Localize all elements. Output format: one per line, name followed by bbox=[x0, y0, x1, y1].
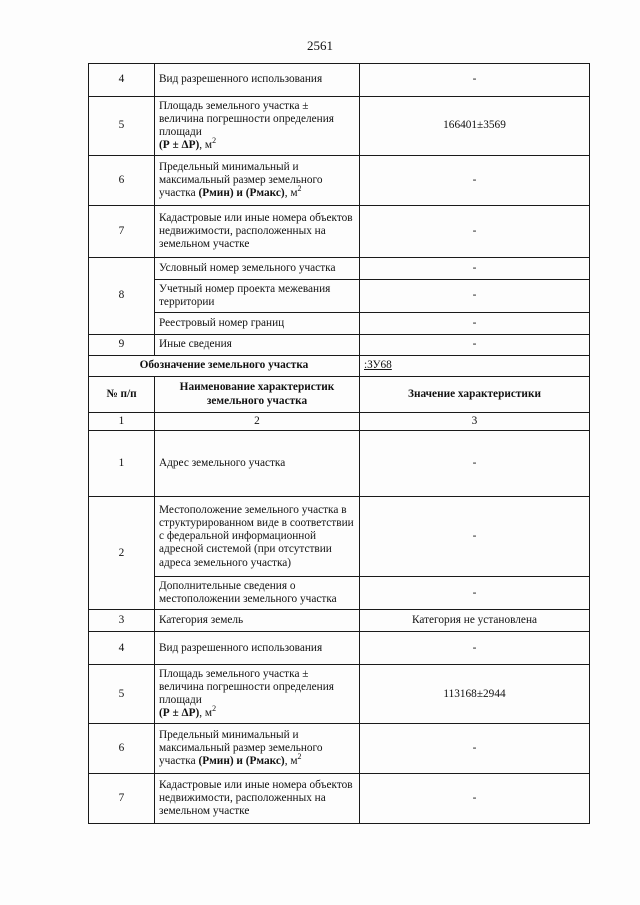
row-value: - bbox=[360, 156, 590, 206]
row-label: Кадастровые или иные номера объектов недвижимости, расположенных на земельном участке bbox=[155, 206, 360, 258]
land-plot-table bbox=[88, 63, 590, 824]
table-row bbox=[89, 258, 590, 280]
row-number: 5 bbox=[89, 665, 155, 724]
table-row bbox=[89, 64, 590, 97]
row-label bbox=[155, 97, 360, 156]
row-label: Кадастровые или иные номера объектов недвижимости, расположенных на земельном участке bbox=[155, 774, 360, 824]
row-label-sup: 2 bbox=[212, 704, 217, 714]
designation-label: Обозначение земельного участка bbox=[89, 356, 360, 377]
row-label bbox=[155, 665, 360, 724]
column-number: 1 bbox=[89, 413, 155, 431]
row-label-text: Предельный минимальный и максимальный размер земельного участка bbox=[159, 728, 323, 768]
row-number: 4 bbox=[89, 632, 155, 665]
header-col-value: Значение характеристики bbox=[360, 377, 590, 413]
row-value: - bbox=[360, 335, 590, 356]
table-row bbox=[89, 335, 590, 356]
table-row bbox=[89, 431, 590, 497]
row-value: Категория не установлена bbox=[360, 610, 590, 632]
row-number: 5 bbox=[89, 97, 155, 156]
row-label-unit: , м bbox=[284, 755, 298, 768]
row-label bbox=[155, 724, 360, 774]
row-label: Условный номер земельного участка bbox=[155, 258, 360, 280]
row-number: 6 bbox=[89, 724, 155, 774]
row-label: Вид разрешенного использования bbox=[155, 632, 360, 665]
row-label: Местоположение земельного участка в структурированном виде в соответствии с федеральной информационной адресной системой (при отсутствии адреса земельного участка) bbox=[155, 497, 360, 577]
table-row bbox=[89, 156, 590, 206]
row-label-text: Предельный минимальный и максимальный размер земельного участка bbox=[159, 160, 323, 200]
table-row bbox=[89, 724, 590, 774]
row-label-sup: 2 bbox=[297, 184, 302, 194]
row-label-unit: , м bbox=[199, 139, 213, 152]
row-value: - bbox=[360, 64, 590, 97]
table-row bbox=[89, 665, 590, 724]
table-row bbox=[89, 313, 590, 335]
table-row bbox=[89, 206, 590, 258]
row-value: - bbox=[360, 258, 590, 280]
row-label: Вид разрешенного использования bbox=[155, 64, 360, 97]
row-value: - bbox=[360, 577, 590, 610]
row-label-unit: , м bbox=[284, 187, 298, 200]
table-row bbox=[89, 497, 590, 577]
table-row bbox=[89, 97, 590, 156]
row-label-sup: 2 bbox=[297, 752, 302, 762]
row-label: Адрес земельного участка bbox=[155, 431, 360, 497]
page-number: 2561 bbox=[307, 38, 333, 53]
row-number: 7 bbox=[89, 774, 155, 824]
row-number: 9 bbox=[89, 335, 155, 356]
header-col-number: № п/п bbox=[89, 377, 155, 413]
column-number: 2 bbox=[155, 413, 360, 431]
row-value: - bbox=[360, 431, 590, 497]
row-label: Реестровый номер границ bbox=[155, 313, 360, 335]
header-row bbox=[89, 377, 590, 413]
table-row bbox=[89, 280, 590, 313]
row-number: 2 bbox=[89, 497, 155, 610]
row-label-formula: (Рмин) и (Рмакс) bbox=[198, 187, 285, 200]
row-label-formula: (Рмин) и (Рмакс) bbox=[198, 755, 285, 768]
row-number: 6 bbox=[89, 156, 155, 206]
row-label-sup: 2 bbox=[212, 136, 217, 146]
row-number: 1 bbox=[89, 431, 155, 497]
row-label-text: Площадь земельного участка ± величина погрешности определения площади bbox=[159, 667, 334, 707]
column-number: 3 bbox=[360, 413, 590, 431]
row-label-unit: , м bbox=[199, 707, 213, 720]
row-label-text: Площадь земельного участка ± величина погрешности определения площади bbox=[159, 99, 334, 138]
row-value: - bbox=[360, 280, 590, 313]
row-value: - bbox=[360, 313, 590, 335]
row-label-formula: (Р ± ΔР) bbox=[159, 707, 200, 720]
row-value: 166401±3569 bbox=[360, 97, 590, 156]
header-col-name: Наименование характеристик земельного участка bbox=[155, 377, 360, 413]
row-label-formula: (Р ± ΔР) bbox=[159, 139, 200, 152]
row-label: Категория земель bbox=[155, 610, 360, 632]
row-value: - bbox=[360, 774, 590, 824]
table-row bbox=[89, 632, 590, 665]
row-value: 113168±2944 bbox=[360, 665, 590, 724]
designation-value: :ЗУ68 bbox=[360, 356, 590, 377]
designation-row bbox=[89, 356, 590, 377]
row-label: Дополнительные сведения о местоположении земельного участка bbox=[155, 577, 360, 610]
row-number: 8 bbox=[89, 258, 155, 335]
table-row bbox=[89, 610, 590, 632]
row-value: - bbox=[360, 497, 590, 577]
row-number: 3 bbox=[89, 610, 155, 632]
table-row bbox=[89, 774, 590, 824]
row-label bbox=[155, 156, 360, 206]
row-number: 7 bbox=[89, 206, 155, 258]
row-value: - bbox=[360, 632, 590, 665]
row-label: Учетный номер проекта межевания территории bbox=[155, 280, 360, 313]
row-number: 4 bbox=[89, 64, 155, 97]
row-value: - bbox=[360, 206, 590, 258]
row-label: Иные сведения bbox=[155, 335, 360, 356]
column-number-row bbox=[89, 413, 590, 431]
row-value: - bbox=[360, 724, 590, 774]
table-row bbox=[89, 577, 590, 610]
